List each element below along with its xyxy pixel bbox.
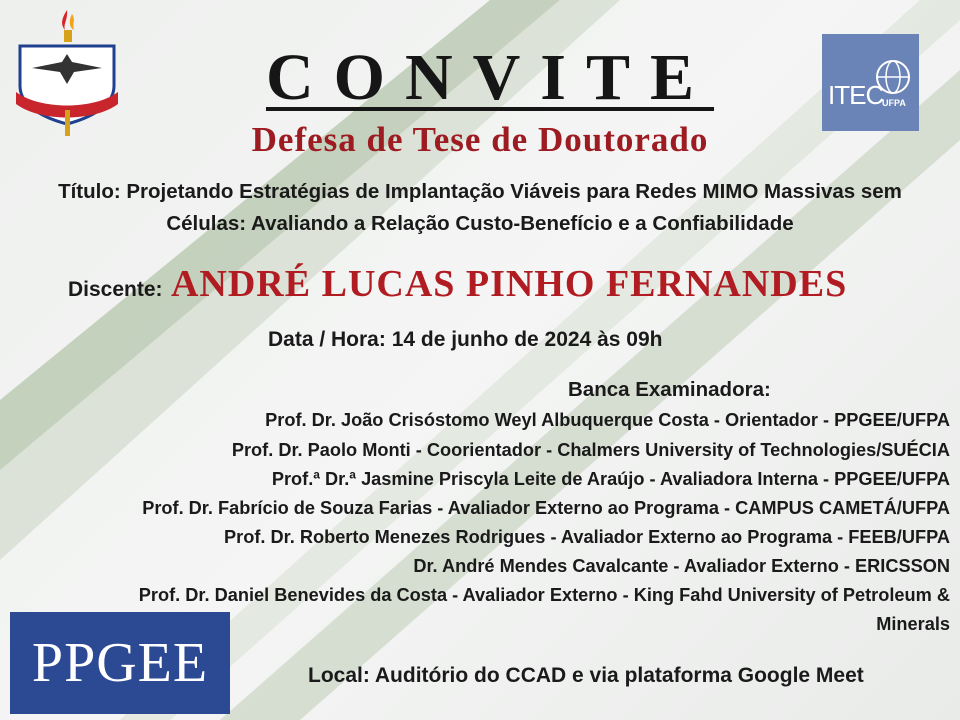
itec-wordmark: ITEC — [828, 80, 884, 110]
committee-title: Banca Examinadora: — [568, 378, 771, 401]
committee-member: Prof.ª Dr.ª Jasmine Priscyla Leite de Araújo - Avaliadora Interna - PPGEE/UFPA — [271, 469, 950, 489]
student-label: Discente: — [68, 278, 163, 301]
page-subtitle: Defesa de Tese de Doutorado — [251, 120, 709, 159]
committee-member: Prof. Dr. Roberto Menezes Rodrigues - Avaliador Externo ao Programa - FEEB/UFPA — [224, 527, 950, 547]
student-name: ANDRÉ LUCAS PINHO FERNANDES — [170, 263, 848, 305]
title-text: CONVITE — [265, 41, 715, 114]
page-title — [0, 40, 960, 116]
date-time: Data / Hora: 14 de junho de 2024 às 09h — [268, 328, 663, 351]
committee-member: Prof. Dr. Daniel Benevides da Costa - Avaliador Externo - King Fahd University of Petroleum & — [138, 585, 950, 605]
location: Local: Auditório do CCAD e via plataforma Google Meet — [308, 664, 864, 687]
ppgee-wordmark: PPGEE — [31, 632, 209, 694]
committee-member: Prof. Dr. Paolo Monti - Coorientador - Chalmers University of Technologies/SUÉCIA — [231, 440, 950, 460]
itec-ufpa-text: UFPA — [882, 98, 906, 108]
thesis-title-line-2: Células: Avaliando a Relação Custo-Benefício e a Confiabilidade — [166, 212, 794, 235]
ppgee-logo — [10, 612, 230, 714]
committee-member: Prof. Dr. Fabrício de Souza Farias - Avaliador Externo ao Programa - CAMPUS CAMETÁ/UFPA — [142, 498, 950, 518]
committee-member: Dr. André Mendes Cavalcante - Avaliador Externo - ERICSSON — [413, 556, 950, 576]
thesis-title-line-1: Título: Projetando Estratégias de Implantação Viáveis para Redes MIMO Massivas sem — [58, 180, 902, 203]
student-row — [68, 262, 847, 306]
committee-member: Minerals — [876, 614, 950, 634]
committee-member: Prof. Dr. João Crisóstomo Weyl Albuquerque Costa - Orientador - PPGEE/UFPA — [265, 410, 950, 430]
